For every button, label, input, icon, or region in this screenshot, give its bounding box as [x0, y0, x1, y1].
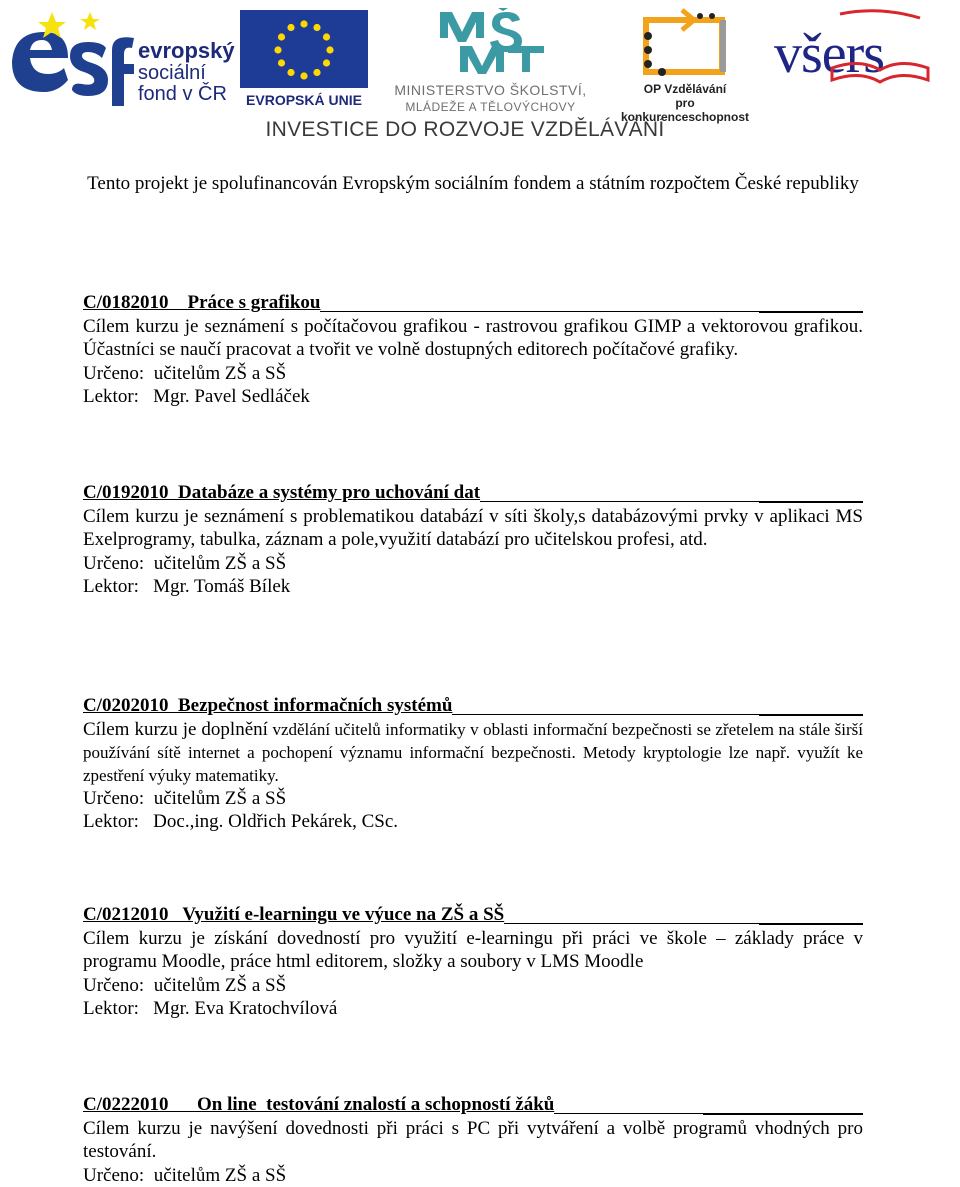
esf-line2: sociální — [138, 62, 206, 84]
course-target: Určeno: učitelům ZŠ a SŠ — [83, 787, 863, 811]
course-lecturer: Lektor: Mgr. Tomáš Bílek — [83, 575, 863, 599]
course-heading — [83, 1093, 863, 1117]
esf-wordmark — [138, 40, 235, 105]
course-target: Určeno: učitelům ZŠ a SŠ — [83, 552, 863, 576]
course-target: Určeno: učitelům ZŠ a SŠ — [83, 974, 863, 998]
course-block — [83, 291, 863, 409]
course-description: Cílem kurzu je navýšení dovednosti při práci s PC při vytváření a volbě programů vhodných pro testování. — [83, 1117, 863, 1164]
course-heading — [83, 291, 863, 315]
intro-text: Tento projekt je spolufinancován Evropským sociálním fondem a státním rozpočtem České republiky — [0, 172, 946, 196]
eu-label: EVROPSKÁ UNIE — [240, 92, 368, 108]
op-line2: pro konkurenceschopnost — [621, 96, 749, 124]
course-target: Určeno: učitelům ZŠ a SŠ — [83, 1164, 863, 1187]
course-lecturer: Lektor: Mgr. Eva Kratochvílová — [83, 997, 863, 1021]
course-description-lead: Cílem kurzu je doplnění — [83, 719, 268, 740]
course-block — [83, 903, 863, 1021]
course-lecturer: Lektor: Doc.,ing. Oldřich Pekárek, CSc. — [83, 810, 863, 834]
logo-band — [0, 0, 960, 150]
course-block — [83, 694, 863, 834]
esf-line3: fond v ČR — [138, 83, 227, 105]
course-heading-text: C/0222010 On line testování znalostí a schopností žáků — [83, 1094, 554, 1115]
op-mark-icon — [610, 6, 760, 82]
course-description: Cílem kurzu je získání dovedností pro využití e-learningu při práci ve škole – základy práce v programu Moodle, práce html editorem, složky a soubory v LMS Moodle — [83, 927, 863, 974]
esf-line1: evropský — [138, 38, 235, 63]
course-target: Určeno: učitelům ZŠ a SŠ — [83, 362, 863, 386]
eu-flag-icon — [240, 10, 368, 88]
book-icon — [770, 8, 956, 108]
course-heading-text: C/0192010 Databáze a systémy pro uchování dat — [83, 482, 480, 503]
vsers-logo — [770, 8, 956, 108]
course-heading — [83, 903, 863, 927]
course-description: Cílem kurzu je seznámení s problematikou databází v síti školy,s databázovými prvky v aplikaci MS Exelprogramy, tabulka, záznam a pole,využití databází pro učitelskou profesi, atd. — [83, 505, 863, 552]
course-block — [83, 481, 863, 599]
op-logo — [610, 6, 760, 110]
eu-logo — [240, 10, 370, 110]
esf-logo — [8, 10, 238, 110]
msmt-line1: MINISTERSTVO ŠKOLSTVÍ, — [378, 82, 603, 98]
course-heading-text: C/0212010 Využití e-learningu ve výuce na ZŠ a SŠ — [83, 904, 504, 925]
course-description: Cílem kurzu je seznámení s počítačovou grafikou - rastrovou grafikou GIMP a vektorovou grafikou. Účastníci se naučí pracovat a tvořit ve volně dostupných editorech počítačové grafiky. — [83, 315, 863, 362]
msmt-mark-icon — [436, 8, 546, 76]
course-lecturer: Lektor: Mgr. Pavel Sedláček — [83, 385, 863, 409]
op-line1: OP Vzdělávání — [644, 82, 726, 96]
course-description-rest: vzdělání učitelů informatiky v oblasti informační bezpečnosti se zřetelem na stále širší používání sítě internet a pochopení významu informační bezpečnosti. Metody kryptologie lze např. využít ke zpestření výuky matematiky. — [83, 720, 863, 785]
course-heading-text: C/0182010 Práce s grafikou — [83, 292, 320, 313]
vsers-wordmark: všers — [774, 22, 884, 86]
course-heading — [83, 481, 863, 505]
invest-slogan: INVESTICE DO ROZVOJE VZDĚLÁVÁNÍ — [0, 118, 930, 142]
msmt-line2: MLÁDEŽE A TĚLOVÝCHOVY — [378, 100, 603, 114]
course-description — [83, 718, 863, 787]
course-heading — [83, 694, 863, 718]
course-block — [83, 1093, 863, 1187]
msmt-logo — [378, 8, 603, 108]
course-heading-text: C/0202010 Bezpečnost informačních systémů — [83, 695, 452, 716]
esf-mark-icon — [8, 10, 138, 110]
